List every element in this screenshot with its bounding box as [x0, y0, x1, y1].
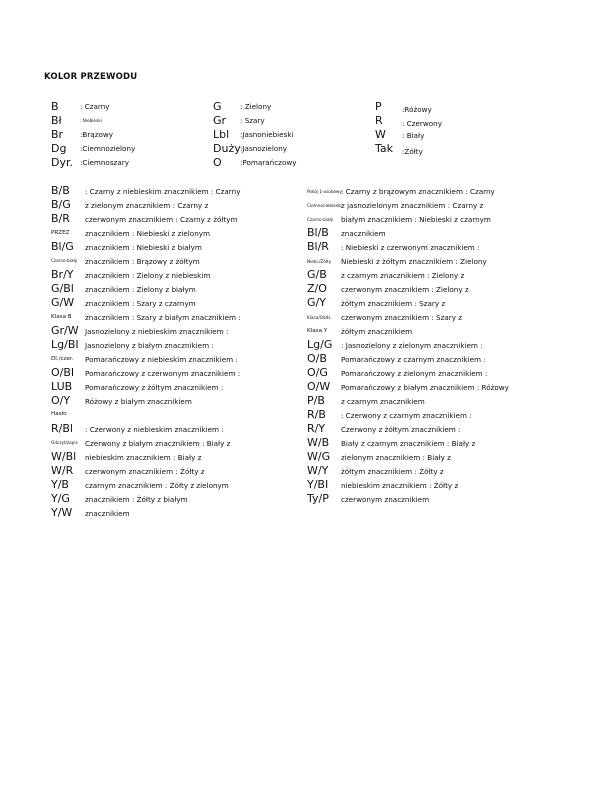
combo-desc: : Jasnozielony z zielonym znacznikiem : — [341, 341, 483, 350]
legend-desc: : Niebieski — [80, 118, 102, 123]
combo-desc: znacznikiem — [341, 229, 386, 238]
legend-desc: :Różowy — [402, 105, 432, 114]
combo-code: PRZEZ — [51, 230, 70, 236]
combo-code: O/B — [307, 352, 327, 365]
combo-desc: znacznikiem : Niebieski z zielonym — [85, 229, 211, 238]
combo-desc: z czarnym znacznikiem — [341, 397, 425, 406]
legend-desc: : Zielony — [240, 102, 272, 111]
legend-desc: : Czerwony — [402, 119, 442, 128]
combo-desc: z jasnozielonym znacznikiem : Czarny z — [341, 201, 484, 210]
combo-desc: znacznikiem : Szary z białym znacznikiem : — [85, 313, 241, 322]
legend-desc: :Ciemnoszary — [80, 158, 129, 167]
legend-code: Dg — [51, 142, 67, 155]
legend-code: Duży — [213, 142, 241, 155]
combo-code: W/R — [51, 464, 74, 477]
combo-code: Y/B — [51, 478, 69, 491]
combo-code: P/B — [307, 394, 325, 407]
combo-code: Ciemnoniebieski — [307, 203, 342, 208]
combo-desc: z zielonym znacznikiem : Czarny z — [85, 201, 209, 210]
combo-code: B/G — [51, 198, 71, 211]
combo-code: Klasa Y — [307, 328, 328, 334]
combo-code: Ty/P — [307, 492, 329, 505]
combo-desc: Czerwony z żółtym znacznikiem : — [341, 425, 461, 434]
combo-desc: czerwonym znacznikiem : Czarny z żółtym — [85, 215, 238, 224]
combo-desc: znacznikiem : Brązowy z żółtym — [85, 257, 200, 266]
combo-desc: znacznikiem : Zielony z niebieskim — [85, 271, 211, 280]
combo-code: B/B — [51, 184, 70, 197]
combo-desc: Jasnozielony z białym znacznikiem : — [85, 341, 214, 350]
legend-desc: : Biały — [402, 131, 425, 140]
combo-code: O/Y — [51, 394, 71, 407]
combo-code: R/Bl — [51, 422, 73, 435]
combo-code: LUB — [51, 380, 73, 393]
combo-code: G/Y — [307, 296, 326, 309]
combo-desc: czerwonym znacznikiem : Szary z — [341, 313, 463, 322]
combo-desc: żółtym znacznikiem : Żółty z — [341, 467, 444, 476]
combo-code: R/Y — [307, 422, 326, 435]
combo-desc: żółtym znacznikiem : Szary z — [341, 299, 446, 308]
combo-code: Niebi./Żółty — [307, 259, 332, 264]
combo-desc: niebieskim znacznikiem : Żółty z — [341, 481, 459, 490]
combo-desc: Czerwony z białym znacznikiem : Biały z — [85, 439, 231, 448]
combo-desc: Pomarańczowy z białym znacznikiem : Różowy — [341, 383, 509, 392]
legend-desc: :Brązowy — [80, 130, 114, 139]
combo-code: Br/Y — [51, 268, 74, 281]
combo-desc: czerwonym znacznikiem — [341, 495, 430, 504]
legend-code: G — [213, 100, 222, 113]
combo-desc: znacznikiem : Szary z czarnym — [85, 299, 196, 308]
legend-code: Tak — [375, 142, 394, 155]
combo-desc: : Czarny z brązowym znacznikiem : Czarny — [341, 187, 495, 196]
combo-code: W/B — [307, 436, 330, 449]
combo-desc: : Niebieski z czerwonym znacznikiem : — [341, 243, 480, 252]
legend-code: Br — [51, 128, 64, 141]
combo-desc: czerwonym znacznikiem : Zielony z — [341, 285, 469, 294]
combo-code: Bl/R — [307, 240, 329, 253]
legend-code: R — [375, 114, 383, 127]
combo-code: Hasło — [51, 411, 67, 417]
combo-code: O/W — [307, 380, 331, 393]
combo-desc: znacznikiem : Żółty z białym — [85, 495, 188, 504]
legend-code: O — [213, 156, 222, 169]
combo-desc: Jasnozielony z niebieskim znacznikiem : — [85, 327, 229, 336]
combo-code: O/G — [307, 366, 328, 379]
combo-code: Dl./czer. — [51, 356, 74, 362]
combo-code: Lg/BI — [51, 338, 79, 351]
legend-code: Gr — [213, 114, 227, 127]
combo-desc: zielonym znacznikiem : Biały z — [341, 453, 451, 462]
combo-code: Czarno-biały — [307, 217, 334, 222]
combo-desc: czarnym znacznikiem : Żółty z zielonym — [85, 481, 229, 490]
combo-code: Z/O — [307, 282, 327, 295]
combo-desc: Pomarańczowy z żółtym znacznikiem : — [85, 383, 224, 392]
combo-desc: niebieskim znacznikiem : Biały z — [85, 453, 202, 462]
legend-desc: : Czarny — [80, 102, 110, 111]
combo-code: Y/W — [51, 506, 73, 519]
combo-code: W/Bl — [51, 450, 77, 463]
combo-code: Lg/G — [307, 338, 333, 351]
combo-desc: białym znacznikiem : Niebieski z czarnym — [341, 215, 491, 224]
combo-desc: Niebieski z żółtym znacznikiem : Zielony — [341, 257, 487, 266]
legend-code: B — [51, 100, 59, 113]
legend-desc: :Żółty — [402, 147, 423, 156]
combo-desc: Pomarańczowy z niebieskim znacznikiem : — [85, 355, 238, 364]
legend-code: Bł — [51, 114, 62, 127]
combo-code: Bl/G — [51, 240, 74, 253]
combo-desc: Pomarańczowy z zielonym znacznikiem : — [341, 369, 488, 378]
combo-code: Odczyt/zapis — [51, 440, 78, 445]
combo-code: Czarno-biały — [51, 258, 78, 263]
combo-code: Bl/B — [307, 226, 329, 239]
combo-desc: Różowy z białym znacznikiem — [85, 397, 192, 406]
combo-desc: z czarnym znacznikiem : Zielony z — [341, 271, 465, 280]
combo-code: W/Y — [307, 464, 329, 477]
legend-code: P — [375, 100, 382, 113]
page-title: KOLOR PRZEWODU — [44, 72, 138, 82]
combo-desc: Pomarańczowy z czarnym znacznikiem : — [341, 355, 486, 364]
combo-code: Y/BI — [307, 478, 329, 491]
legend-desc: :Ciemnozielony — [80, 144, 136, 153]
combo-code: Pokój 1-osobowy — [307, 189, 342, 194]
combo-desc: : Czerwony z czarnym znacznikiem : — [341, 411, 472, 420]
combo-desc: znacznikiem : Niebieski z białym — [85, 243, 202, 252]
combo-code: G/Bl — [51, 282, 74, 295]
combo-code: R/B — [307, 408, 326, 421]
combo-code: Klasa/Oddz. — [307, 315, 332, 320]
combo-desc: czerwonym znacznikiem : Żółty z — [85, 467, 205, 476]
combo-desc: Pomarańczowy z czerwonym znacznikiem : — [85, 369, 241, 378]
combo-code: O/BI — [51, 366, 75, 379]
combo-desc: Biały z czarnym znacznikiem : Biały z — [341, 439, 476, 448]
combo-desc: znacznikiem — [85, 509, 130, 518]
combo-code: Klasa B — [51, 314, 72, 320]
combo-code: W/G — [307, 450, 331, 463]
legend-desc: :Jasnoniebieski — [240, 130, 294, 139]
legend-desc: :Pomarańczowy — [240, 158, 297, 167]
combo-desc: żółtym znacznikiem — [341, 327, 413, 336]
combo-code: Y/G — [51, 492, 70, 505]
legend-desc: : Szary — [240, 116, 265, 125]
combo-code: Gr/W — [51, 324, 79, 337]
combo-code: B/R — [51, 212, 70, 225]
combo-desc: : Czerwony z niebieskim znacznikiem : — [85, 425, 224, 434]
combo-code: G/B — [307, 268, 327, 281]
legend-code: W — [375, 128, 386, 141]
legend-desc: :Jasnozielony — [240, 144, 288, 153]
legend-code: Dyr. — [51, 156, 73, 169]
legend-code: Lbl — [213, 128, 230, 141]
combo-desc: : Czarny z niebieskim znacznikiem : Czarny — [85, 187, 241, 196]
combo-code: G/W — [51, 296, 75, 309]
combo-desc: znacznikiem : Zielony z białym — [85, 285, 196, 294]
